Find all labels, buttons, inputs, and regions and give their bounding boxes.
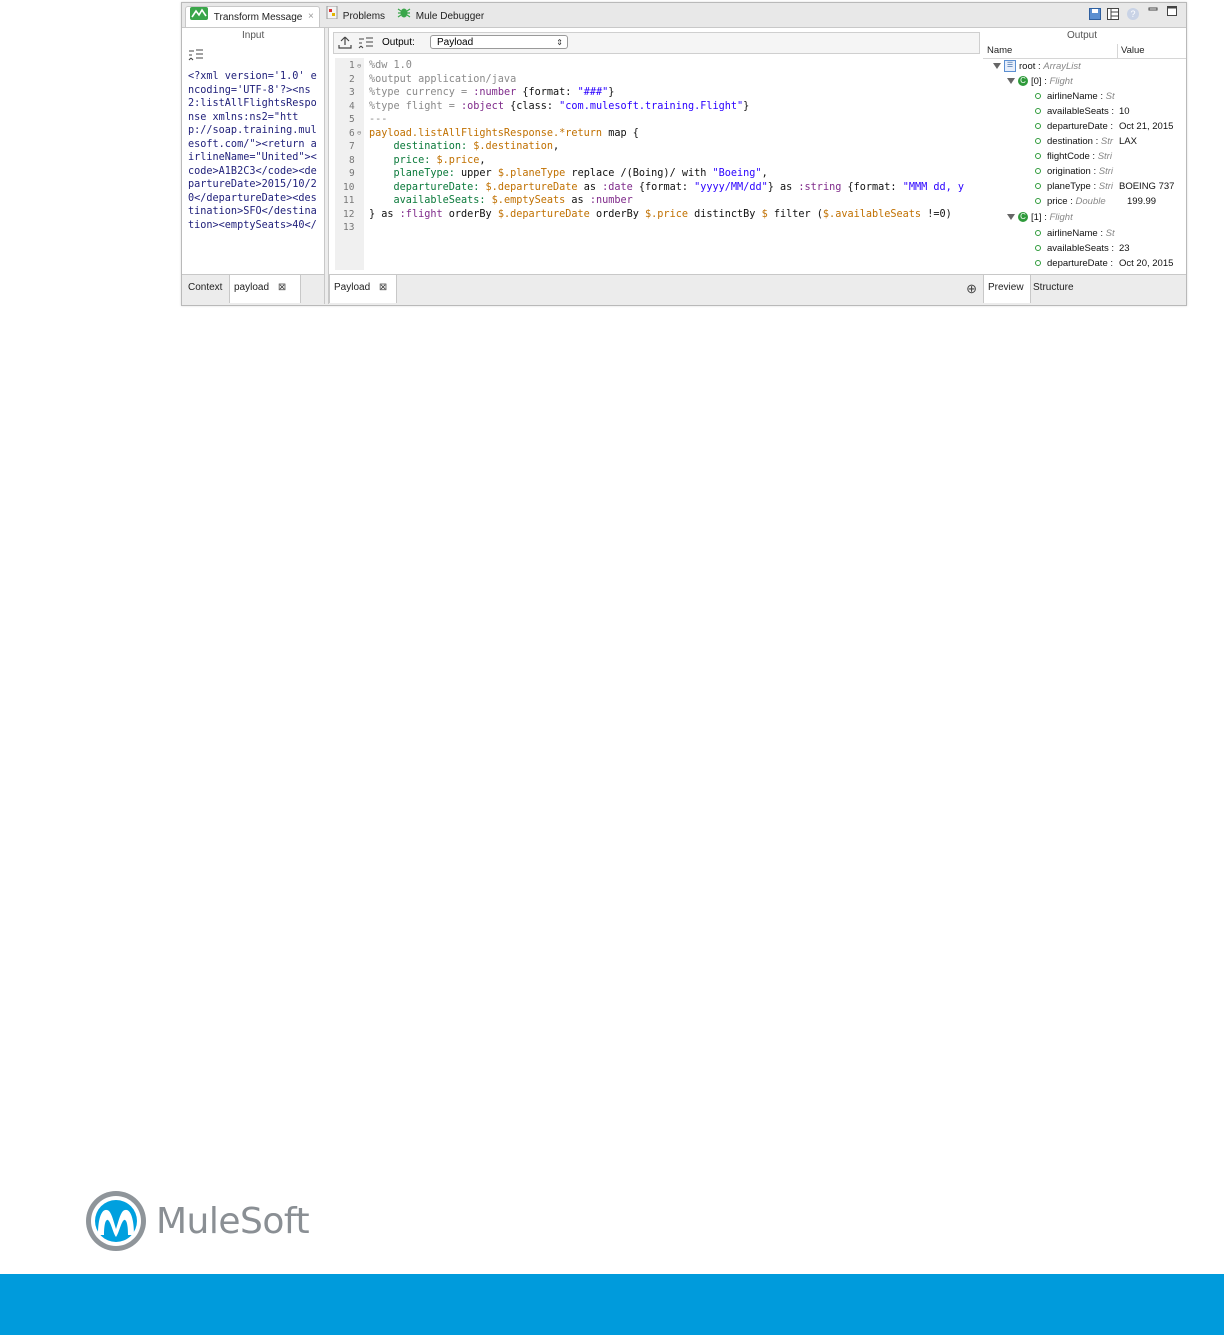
tree-node-type: Double [1075,196,1106,207]
field-icon [1035,168,1041,174]
code-token: $.emptySeats [491,195,566,206]
code-token: :number [473,87,517,98]
tree-node-name: [0] [1031,76,1042,87]
tree-node-name: origination [1047,166,1091,177]
line-number: 9 [349,168,355,179]
field-icon [1035,93,1041,99]
code-token: destination: [369,141,474,152]
line-number: 2 [349,73,355,85]
code-line-8 [369,155,486,166]
tab-preview[interactable]: Preview [983,275,1031,303]
code-token: "com.mulesoft.training.Flight" [559,100,744,112]
tree-row-field[interactable]: flightCode : Stri [1035,149,1112,164]
code-token: $.availableSeats [822,208,922,220]
line-number: 6 [349,127,355,139]
line-number: 1 [349,60,355,71]
code-token: , [479,154,486,166]
tab-payload-editor[interactable] [329,275,397,303]
output-bottom-tabs [983,274,1186,304]
code-token: } [608,87,615,98]
field-icon [1035,245,1041,251]
tree-node-value: Oct 21, 2015 [1119,121,1174,132]
tree-node-type: Stri [1097,151,1112,162]
field-icon [1035,198,1041,204]
code-line-11 [369,195,633,206]
code-token: payload.listAllFlightsResponse.*return [369,127,603,139]
line-number: 13 [343,222,355,233]
class-icon: C [1018,212,1028,222]
code-token: %dw 1.0 [369,60,412,71]
tab-transform-message[interactable] [185,6,320,27]
tab-problems[interactable] [326,6,385,26]
code-token: map { [602,127,639,139]
field-icon [1035,153,1041,159]
tree-node-value: Oct 20, 2015 [1119,258,1174,269]
code-token: {class: [503,100,560,112]
expand-triangle-icon[interactable] [1007,214,1015,220]
editor-toolbar [333,32,980,54]
tree-row-field[interactable]: destination : Str LAX [1035,134,1113,149]
output-pane [983,28,1186,304]
problems-icon [326,6,338,27]
tab-context[interactable]: Context [188,282,223,293]
tree-node-name: airlineName [1047,228,1098,239]
code-token: $ [761,208,768,220]
code-token: , [761,168,768,179]
tree-node-type: St [1105,91,1115,102]
field-icon [1035,183,1041,189]
tree-node-name: departureDate [1047,121,1108,132]
tree-node-value: LAX [1119,136,1137,147]
tree-node-name: availableSeats [1047,106,1109,117]
code-token: :date [602,181,633,193]
code-token: :number [589,195,633,206]
line-number: 7 [349,141,355,152]
tree-node-name: root [1019,61,1036,72]
tree-row-field[interactable]: planeType : Stri BOEING 737 [1035,179,1113,194]
code-token: {format: [516,87,578,98]
field-icon [1035,138,1041,144]
tree-node-type: Flight [1049,76,1073,87]
close-icon[interactable]: ⊠ [378,282,388,293]
code-token: "yyyy/MM/dd" [694,181,768,193]
code-token: !=0) [921,208,952,220]
code-token: upper [461,168,498,179]
fold-icon[interactable]: ⊖ [357,129,362,137]
column-divider [1117,44,1118,58]
code-line-3 [369,87,614,98]
tree-node-value: 23 [1119,243,1130,254]
line-number: 12 [343,208,355,220]
mulesoft-logo [84,1189,310,1253]
line-number: 5 [349,114,355,125]
tree-layout-icon[interactable] [1107,8,1119,23]
tree-row-field[interactable]: availableSeats : 10 [1035,104,1114,119]
tree-node-value: 10 [1119,106,1130,117]
tab-structure[interactable]: Structure [1033,282,1074,293]
code-token: orderBy [589,208,646,220]
tab-payload-label: payload [234,282,270,293]
code-line-2 [369,74,516,85]
input-title: Input [242,30,265,41]
tab-transform-label: Transform Message [213,12,303,24]
code-token: as [565,195,590,206]
code-token: $.departureDate [497,208,590,220]
code-token: %type flight = [369,100,462,112]
tree-node-name: price [1047,196,1068,207]
tree-node-name: planeType [1047,181,1091,192]
code-token: price: [369,154,437,166]
tree-row-root[interactable]: ☰ root : ArrayList [993,59,1081,74]
fold-icon[interactable]: ⊖ [357,62,362,70]
tree-node-name: airlineName [1047,91,1098,102]
chevron-updown-icon: ⇕ [556,38,563,47]
code-token: availableSeats: [369,195,492,206]
tree-row-field[interactable]: departureDate : Oct 21, 2015 [1035,119,1113,134]
dataweave-editor-pane [328,28,984,304]
format-icon[interactable] [188,48,204,66]
tree-node-name: departureDate [1047,258,1108,269]
code-line-5 [369,114,387,125]
tab-mule-debugger[interactable] [397,6,484,26]
code-line-7 [369,141,559,152]
code-token: departureDate: [369,181,486,193]
tree-node-type: Stri [1098,166,1114,177]
help-icon[interactable]: ? [1127,8,1139,20]
code-line-12 [369,209,952,220]
input-pane [182,28,325,304]
add-icon[interactable]: ⊕ [966,281,977,296]
code-token: planeType: [369,168,462,179]
code-token: orderBy [442,208,498,220]
tree-node-type: St [1105,228,1115,239]
code-token: $.destination [473,141,554,152]
tree-node-name: destination [1047,136,1093,147]
tree-node-value: BOEING 737 [1119,181,1175,192]
line-number: 4 [349,100,355,112]
code-line-1 [369,60,412,71]
tree-row-field[interactable]: airlineName : St [1035,89,1115,104]
tree-row-field[interactable]: availableSeats : 23 [1035,241,1114,256]
code-token: "###" [577,87,609,98]
footer-bar [0,1274,1224,1335]
code-token: "MMM dd, y [902,181,965,193]
code-token: replace /(Boing)/ with [565,168,713,179]
mulesoft-wordmark: MuleSoft [156,1201,310,1242]
code-token: , [553,141,560,152]
tab-payload-label: Payload [334,282,371,293]
code-token: as [577,181,603,193]
list-icon: ☰ [1004,60,1016,72]
tree-node-name: flightCode [1047,151,1090,162]
tree-node-type: Flight [1049,212,1073,223]
class-icon: C [1018,76,1028,86]
line-number: 3 [349,87,355,98]
save-icon[interactable] [1089,8,1101,23]
tree-node-value: 199.99 [1127,196,1157,207]
code-line-6 [369,128,639,139]
column-name: Name [987,45,1013,56]
code-line-10 [369,182,964,193]
maximize-icon[interactable] [1167,6,1177,19]
code-token: {format: [841,181,903,193]
tree-row-field[interactable]: price : Double 199.99 [1035,194,1106,209]
tree-row-field[interactable]: departureDate : Oct 20, 2015 [1035,256,1113,271]
code-token: {format: [632,181,695,193]
code-token: :object [461,100,504,112]
input-bottom-tabs [182,274,324,304]
code-token: } as [369,208,400,220]
mulesoft-logo-icon [84,1189,148,1253]
tree-node-type: ArrayList [1043,61,1081,72]
format-icon[interactable] [358,36,374,54]
output-select-value: Payload [437,37,474,48]
column-value: Value [1121,45,1145,56]
code-token: distinctBy [687,208,762,220]
output-select[interactable] [430,35,568,49]
code-token: $.planeType [497,168,566,179]
line-number: 8 [349,154,355,166]
tree-row-item-0[interactable]: C [0] : Flight [1007,74,1073,89]
code-token: %type currency = [369,87,474,98]
tree-header [983,44,1186,59]
field-icon [1035,123,1041,129]
expand-triangle-icon[interactable] [1007,78,1015,84]
field-icon [1035,260,1041,266]
output-title: Output [1067,30,1098,41]
field-icon [1035,230,1041,236]
code-area[interactable] [369,58,979,270]
view-tab-bar [182,3,1186,28]
code-token: filter ( [767,208,823,220]
line-number: 10 [343,181,355,193]
code-line-4 [369,101,749,112]
close-icon[interactable]: × [308,11,314,22]
upload-icon[interactable] [338,36,352,54]
tree-row-item-1[interactable]: C [1] : Flight [1007,210,1073,225]
tab-problems-label: Problems [342,11,386,23]
code-token: :string [798,181,842,193]
code-token: :flight [399,208,443,220]
tree-node-type: Str [1100,136,1114,147]
line-number: 11 [343,195,355,206]
tree-node-name: [1] [1031,212,1042,223]
input-xml-code[interactable]: <?xml version='1.0' encoding='UTF-8'?><ns2:listAllFlightsResponse xmlns:ns2="http://soap.training.mulesoft.com/"><return airlineName="United"><code>A1B2C3</code><departureDate>2015/10/20</departureDate><destination>SFO</destination><emptySeats>40</ [188,71,317,231]
close-icon[interactable]: ⊠ [277,282,287,293]
tree-row-field[interactable]: origination : Stri [1035,164,1113,179]
code-token: "Boeing" [712,168,762,179]
expand-triangle-icon[interactable] [993,63,1001,69]
code-token: --- [369,114,388,125]
tree-row-field[interactable]: airlineName : St [1035,226,1115,241]
tree-node-name: availableSeats [1047,243,1109,254]
code-token: } as [767,181,799,193]
editor-bottom-tabs [329,274,983,304]
transform-message-window [181,2,1187,306]
tree-node-type: Stri [1098,181,1114,192]
code-token: $.price [436,154,480,166]
code-token: } [743,100,750,112]
code-token: %output application/java [369,73,517,85]
output-label: Output: [382,37,415,48]
transform-icon [190,7,208,28]
tab-debugger-label: Mule Debugger [415,11,485,23]
bug-icon [397,6,411,27]
code-line-9 [369,168,768,179]
code-token: $.departureDate [485,181,578,193]
tab-payload-input[interactable] [229,275,301,303]
field-icon [1035,108,1041,114]
code-token: $.price [645,208,688,220]
minimize-icon[interactable] [1148,5,1158,18]
